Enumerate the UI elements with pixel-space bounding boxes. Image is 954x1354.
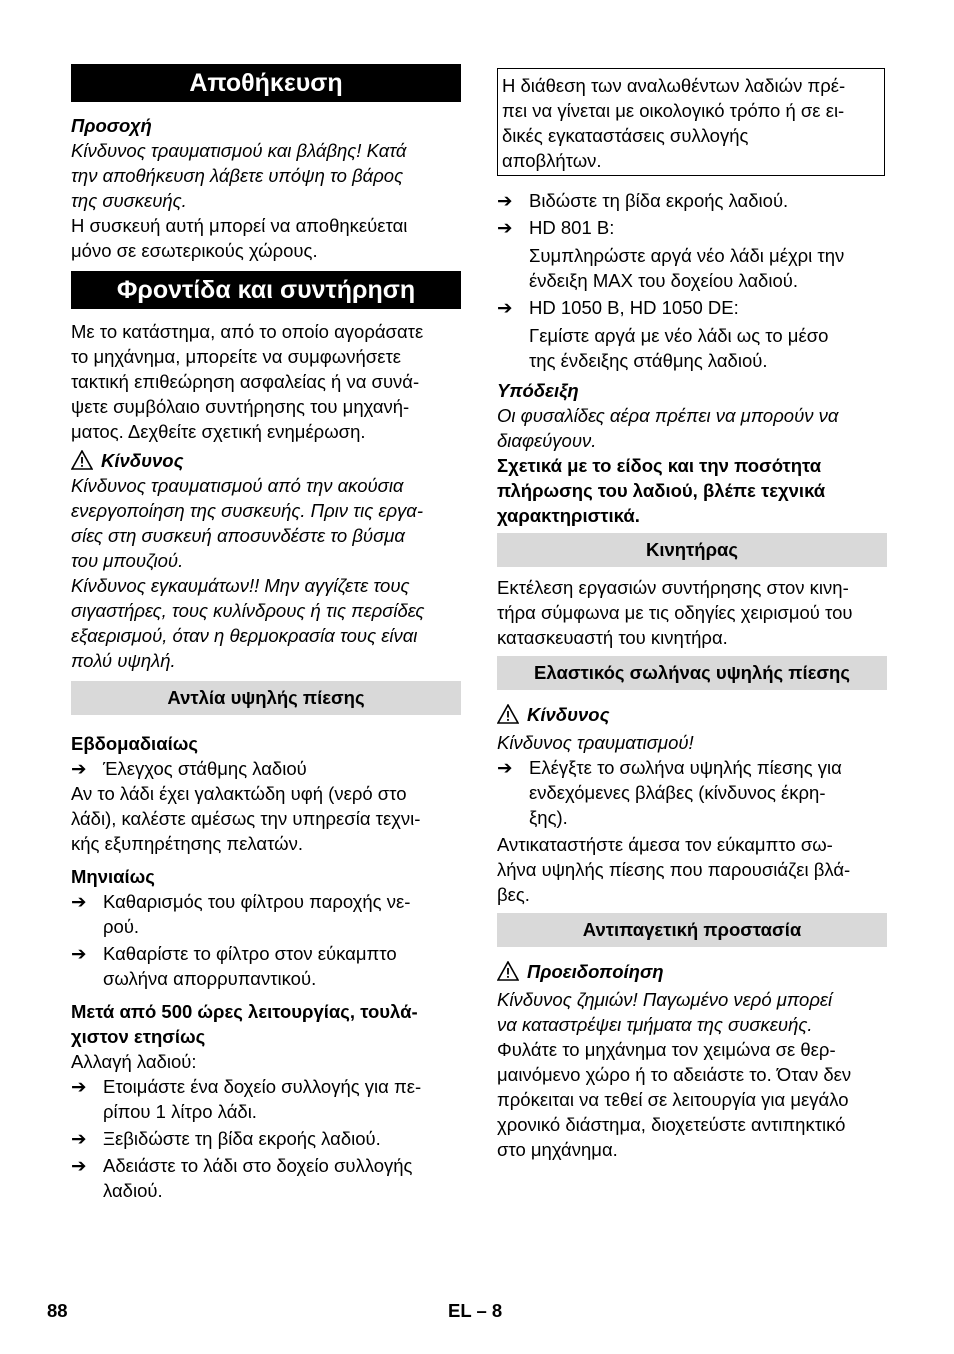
caution-line: της συσκευής.: [71, 190, 187, 211]
body-line: κής εξυπηρέτησης πελατών.: [71, 833, 303, 854]
body-line: Εκτέλεση εργασιών συντήρησης στον κινη-: [497, 577, 849, 598]
note-line: Οι φυσαλίδες αέρα πρέπει να μπορούν να: [497, 405, 839, 426]
list-item: ➔ Βιδώστε τη βίδα εκροής λαδιού.: [497, 190, 789, 211]
body-line: τήρα σύμφωνα με τις οδηγίες χειρισμού του: [497, 602, 853, 623]
danger-line: σίες στη συσκευή αποσυνδέστε το βύσμα: [71, 525, 405, 546]
body-line: Φυλάτε το μηχάνημα τον χειμώνα σε θερ-: [497, 1039, 836, 1060]
disposal-note-box: [497, 68, 885, 176]
body-line: στο μηχάνημα.: [497, 1139, 618, 1160]
warning-title: Προειδοποίηση: [527, 961, 664, 982]
page-code: EL – 8: [448, 1300, 503, 1321]
arrow-right-icon: ➔: [497, 217, 513, 238]
section-heading-care: Φροντίδα και συντήρηση: [71, 271, 461, 309]
subsection-heading-engine: Κινητήρας: [497, 533, 887, 567]
list-item: ➔ Καθαρίστε το φίλτρο στον εύκαμπτο σωλήνα απορρυπαντικού.: [71, 943, 397, 989]
left-column: [71, 64, 461, 1203]
arrow-right-icon: ➔: [71, 943, 87, 964]
danger-heading: [71, 448, 461, 473]
list-item: ➔ Καθαρισμός του φίλτρου παροχής νε- ρού.: [71, 891, 411, 937]
page-number: 88: [47, 1300, 68, 1321]
body-line: το μηχάνημα, μπορείτε να συμφωνήσετε: [71, 346, 402, 367]
list-item: ➔ Ετοιμάστε ένα δοχείο συλλογής για πε- ρίπου 1 λίτρο λάδι.: [71, 1076, 422, 1122]
body-line: Αντικαταστήστε άμεσα τον εύκαμπτο σω-: [497, 834, 833, 855]
arrow-right-icon: ➔: [497, 297, 513, 318]
indented-line: ένδειξη MAX του δοχείου λαδιού.: [529, 270, 799, 291]
warning-triangle-icon: [497, 961, 519, 981]
body-line: μόνο σε εσωτερικούς χώρους.: [71, 240, 318, 261]
indented-line: Συμπληρώστε αργά νέο λάδι μέχρι την: [529, 245, 845, 266]
body-line: τακτική επιθεώρηση ασφαλείας ή να συνά-: [71, 371, 420, 392]
danger-line: ενεργοποίηση της συσκευής. Πριν τις εργα-: [71, 500, 424, 521]
note-bold-line: χαρακτηριστικά.: [497, 505, 640, 526]
box-line: δικές εγκαταστάσεις συλλογής: [502, 125, 749, 146]
indented-line: Γεμίστε αργά με νέο λάδι ως το μέσο: [529, 325, 829, 346]
arrow-right-icon: ➔: [497, 190, 513, 211]
danger-title: Κίνδυνος: [101, 450, 184, 471]
list-item: ➔ HD 801 B:: [497, 217, 615, 238]
danger-line: σιγαστήρες, τους κυλίνδρους ή τις περσίδες: [71, 600, 425, 621]
danger-line: του μπουζιού.: [71, 550, 184, 571]
body-line: λήνα υψηλής πίεσης που παρουσιάζει βλά-: [497, 859, 851, 880]
body-line: πρόκειται να τεθεί σε λειτουργία για μεγάλο: [497, 1089, 849, 1110]
list-item: ➔ Αδειάστε το λάδι στο δοχείο συλλογής λαδιού.: [71, 1155, 413, 1201]
danger-line: εξαερισμού, όταν η θερμοκρασία τους είναι: [71, 625, 418, 646]
arrow-right-icon: ➔: [71, 891, 87, 912]
danger-title: Κίνδυνος: [527, 704, 610, 725]
caution-line: την αποθήκευση λάβετε υπόψη το βάρος: [71, 165, 404, 186]
note-bold-line: πλήρωσης του λαδιού, βλέπε τεχνικά: [497, 480, 826, 501]
hours-title: Μετά από 500 ώρες λειτουργίας, τουλά-: [71, 1001, 418, 1022]
body-line: χρονικό διάστημα, διοχετεύστε αντιπηκτικό: [497, 1114, 846, 1135]
subsection-heading-hose: Ελαστικός σωλήνας υψηλής πίεσης: [497, 656, 887, 690]
body-line: Με το κατάστημα, από το οποίο αγοράσατε: [71, 321, 424, 342]
danger-line: Κίνδυνος τραυματισμού!: [497, 732, 694, 753]
note-title: Υπόδειξη: [497, 380, 579, 401]
danger-line: Κίνδυνος εγκαυμάτων!! Μην αγγίζετε τους: [71, 575, 410, 596]
arrow-right-icon: ➔: [71, 1076, 87, 1097]
monthly-title: Μηνιαίως: [71, 866, 155, 887]
weekly-title: Εβδομαδιαίως: [71, 733, 198, 754]
warning-line: Κίνδυνος ζημιών! Παγωμένο νερό μπορεί: [497, 989, 833, 1010]
warning-triangle-icon: [497, 704, 519, 724]
caution-line: Κίνδυνος τραυματισμού και βλάβης! Κατά: [71, 140, 407, 161]
list-item: ➔ Έλεγχος στάθμης λαδιού: [71, 758, 307, 779]
body-line: ματος. Δεχθείτε σχετική ενημέρωση.: [71, 421, 366, 442]
arrow-right-icon: ➔: [71, 1155, 87, 1176]
oil-change-label: Αλλαγή λαδιού:: [71, 1051, 197, 1072]
list-item: ➔ HD 1050 B, HD 1050 DE:: [497, 297, 739, 318]
warning-triangle-icon: [71, 450, 93, 470]
arrow-right-icon: ➔: [71, 758, 87, 779]
danger-line: Κίνδυνος τραυματισμού από την ακούσια: [71, 475, 404, 496]
subsection-heading-pump: Αντλία υψηλής πίεσης: [71, 681, 461, 715]
box-line: πει να γίνεται με οικολογικό τρόπο ή σε ει-: [502, 100, 845, 121]
body-line: βες.: [497, 884, 530, 905]
list-item: ➔ Ελέγξτε το σωλήνα υψηλής πίεσης για ενδεχόμενες βλάβες (κίνδυνος έκρη- ξης).: [497, 757, 842, 828]
box-line: αποβλήτων.: [502, 150, 602, 171]
section-heading-storage: Αποθήκευση: [71, 64, 461, 102]
body-line: κατασκευαστή του κινητήρα.: [497, 627, 728, 648]
note-line: διαφεύγουν.: [497, 430, 597, 451]
caution-title: Προσοχή: [71, 115, 152, 136]
body-line: ψετε συμβόλαιο συντήρησης του μηχανή-: [71, 396, 410, 417]
danger-heading: [497, 702, 887, 727]
warning-heading: [497, 959, 887, 984]
list-item: ➔ Ξεβιδώστε τη βίδα εκροής λαδιού.: [71, 1128, 381, 1149]
subsection-heading-frost: Αντιπαγετική προστασία: [497, 913, 887, 947]
indented-line: της ένδειξης στάθμης λαδιού.: [529, 350, 768, 371]
body-line: λάδι), καλέστε αμέσως την υπηρεσία τεχνι-: [71, 808, 421, 829]
arrow-right-icon: ➔: [71, 1128, 87, 1149]
box-line: Η διάθεση των αναλωθέντων λαδιών πρέ-: [502, 75, 846, 96]
body-line: Η συσκευή αυτή μπορεί να αποθηκεύεται: [71, 215, 408, 236]
arrow-right-icon: ➔: [497, 757, 513, 778]
danger-line: πολύ υψηλή.: [71, 650, 176, 671]
note-bold-line: Σχετικά με το είδος και την ποσότητα: [497, 455, 822, 476]
hours-title: χιστον ετησίως: [71, 1026, 206, 1047]
body-line: μαινόμενο χώρο ή το αδειάστε το. Όταν δεν: [497, 1064, 852, 1085]
right-column: [497, 68, 887, 1162]
body-line: Αν το λάδι έχει γαλακτώδη υφή (νερό στο: [71, 783, 407, 804]
warning-line: να καταστρέψει τμήματα της συσκευής.: [497, 1014, 813, 1035]
